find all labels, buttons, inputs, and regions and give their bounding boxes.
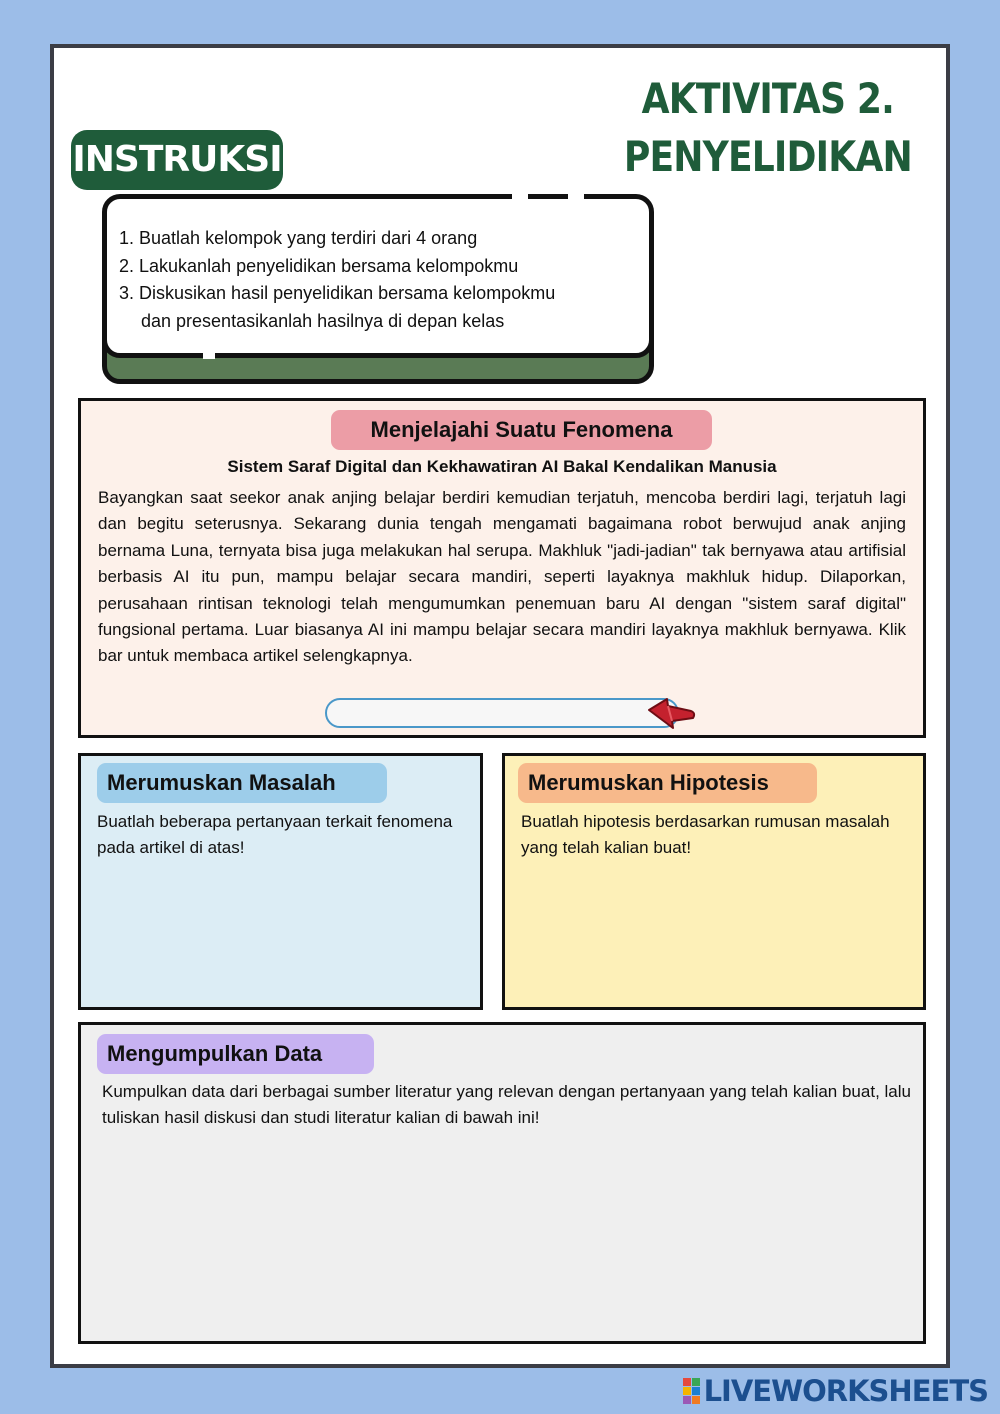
read-article-bar[interactable] <box>325 698 679 728</box>
data-collection-description: Kumpulkan data dari berbagai sumber literatur yang relevan dengan pertanyaan yang telah kalian buat, lalu tuliskan hasil diskusi dan studi literatur kalian di bawah ini! <box>102 1082 911 1128</box>
hypothesis-heading: Merumuskan Hipotesis <box>518 763 817 803</box>
data-collection-heading: Mengumpulkan Data <box>97 1034 374 1074</box>
hypothesis-description: Buatlah hipotesis berdasarkan rumusan masalah yang telah kalian buat! <box>521 812 890 858</box>
phenomenon-section <box>78 398 926 738</box>
problem-section <box>78 753 483 1010</box>
page-title <box>624 70 912 186</box>
problem-description: Buatlah beberapa pertanyaan terkait fenomena pada artikel di atas! <box>97 812 453 858</box>
instruction-item: 2. Lakukanlah penyelidikan bersama kelompokmu <box>119 255 519 276</box>
worksheet-page <box>50 44 950 1368</box>
hypothesis-section <box>502 753 926 1010</box>
pointer-arrow-icon <box>647 697 697 731</box>
liveworksheets-logo-icon <box>683 1378 700 1404</box>
instruction-label: INSTRUKSI <box>71 130 283 190</box>
data-collection-section <box>78 1022 926 1344</box>
instruction-box <box>102 194 654 358</box>
problem-heading: Merumuskan Masalah <box>97 763 387 803</box>
instruction-item-continuation: dan presentasikanlah hasilnya di depan kelas <box>141 310 505 331</box>
phenomenon-heading: Menjelajahi Suatu Fenomena <box>331 410 712 450</box>
article-title: Sistem Saraf Digital dan Kekhawatiran AI Bakal Kendalikan Manusia <box>227 457 777 476</box>
instruction-list <box>119 225 649 335</box>
instruction-item: 3. Diskusikan hasil penyelidikan bersama kelompokmu <box>119 283 556 303</box>
brand-name: LIVEWORKSHEETS <box>703 1374 988 1408</box>
footer-brand <box>683 1374 988 1408</box>
instruction-item: 1. Buatlah kelompok yang terdiri dari 4 orang <box>119 228 478 248</box>
page-title-line2: PENYELIDIKAN <box>624 132 912 181</box>
article-excerpt: Bayangkan saat seekor anak anjing belajar berdiri kemudian terjatuh, mencoba berdiri lagi, terjatuh lagi dan begitu seterusnya. Sekarang dunia tengah mengamati bagaimana robot berwujud anak anjing bernama Luna, ternyata bisa juga melakukan hal serupa. Makhluk "jadi-jadian" tak bernyawa atau artifisial berbasis AI itu pun, mampu belajar secara mandiri, seperti layaknya makhluk hidup. Dilaporkan, perusahaan rintisan teknologi telah mengumumkan penemuan baru AI dengan "sistem saraf digital" fungsional pertama. Luar biasanya AI ini mampu belajar secara mandiri layaknya makhluk bernyawa. Klik bar untuk membaca artikel selengkapnya. <box>98 488 906 666</box>
page-title-line1: AKTIVITAS 2. <box>641 74 895 123</box>
